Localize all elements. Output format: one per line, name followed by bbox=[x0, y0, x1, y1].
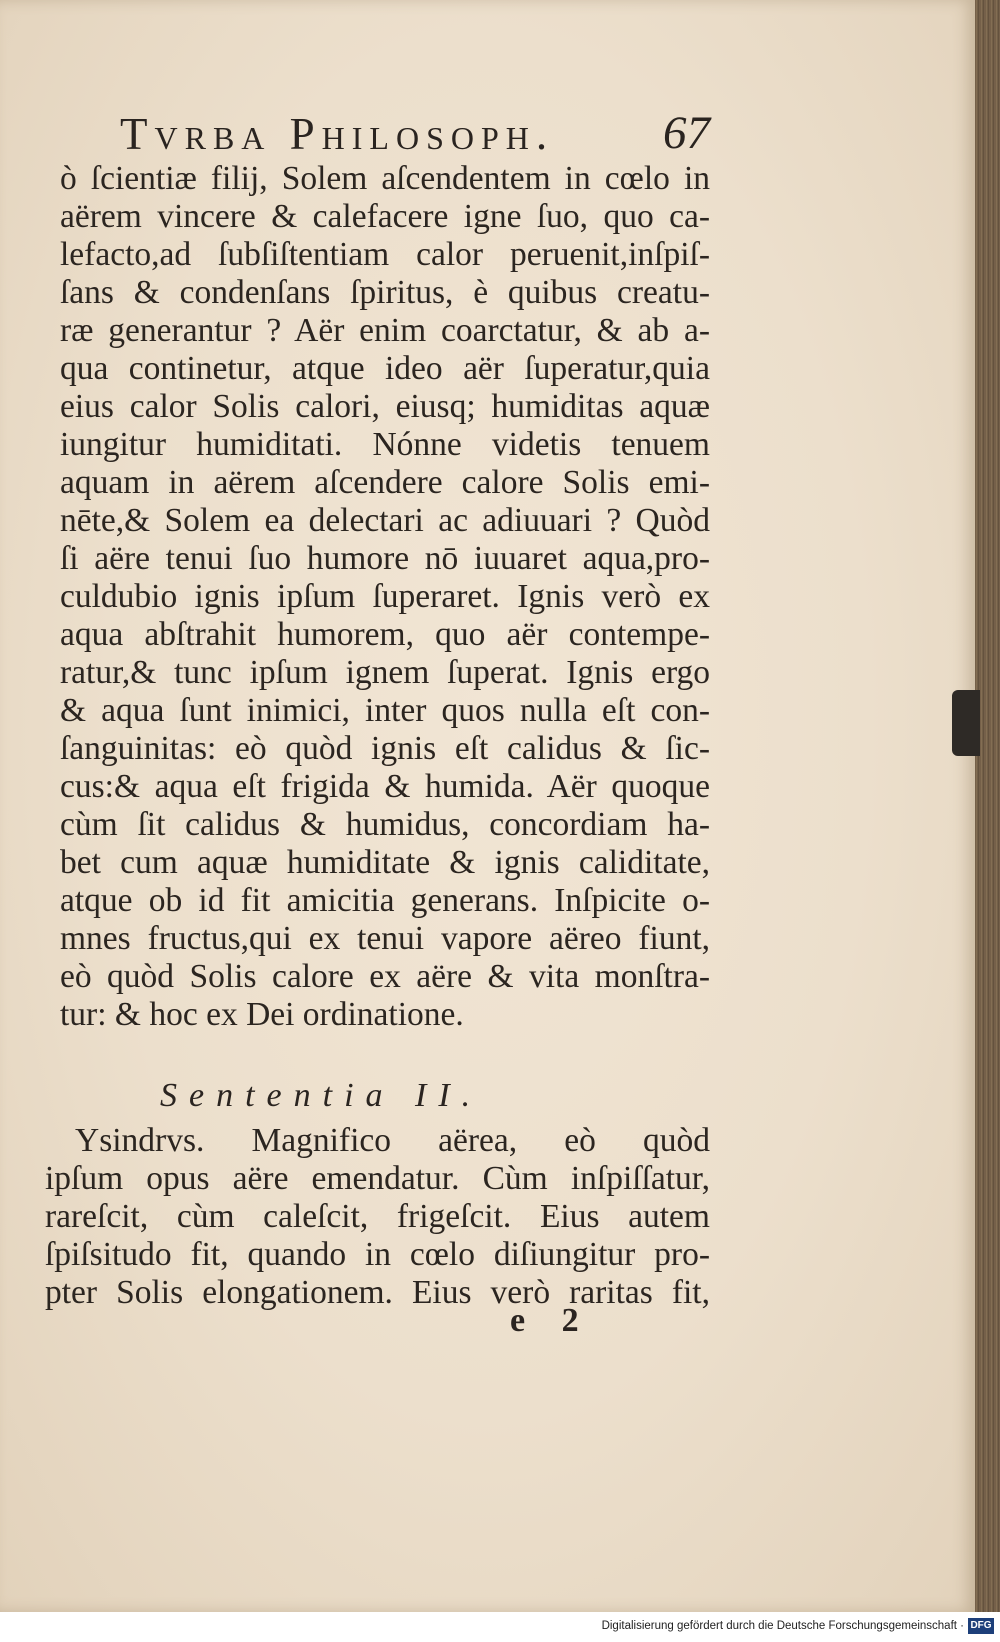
text-line-section2-3: rareſcit, cùm caleſcit, frigeſcit. Eius autem bbox=[45, 1198, 710, 1235]
text-line-23: tur: & hoc ex Dei ordinatione. bbox=[60, 996, 464, 1033]
text-line-section2-1: Ysindrvs. Magnifico aërea, eò quòd bbox=[75, 1122, 710, 1159]
text-line-3: lefacto,ad ſubſiſtentiam calor peruenit,inſpiſ- bbox=[60, 236, 710, 273]
signature-mark: e 2 bbox=[510, 1302, 593, 1339]
text-line-8: iungitur humiditati. Nónne videtis tenuem bbox=[60, 426, 710, 463]
text-line-10: nēte,& Solem ea delectari ac adiuuari ? Quòd bbox=[60, 502, 710, 539]
text-line-9: aquam in aërem aſcendere calore Solis emi- bbox=[60, 464, 710, 501]
book-page-edges bbox=[975, 0, 1000, 1612]
text-line-18: cùm ſit calidus & humidus, concordiam ha- bbox=[60, 806, 710, 843]
text-line-section2-2: ipſum opus aëre emendatur. Cùm inſpiſſatur, bbox=[45, 1160, 710, 1197]
funding-credit: Digitalisierung gefördert durch die Deutsche Forschungsgemeinschaft · bbox=[601, 1620, 964, 1632]
running-title: Tvrba Philosoph. bbox=[120, 109, 555, 159]
text-line-5: ræ generantur ? Aër enim coarctatur, & ab a- bbox=[60, 312, 710, 349]
text-line-13: aqua abſtrahit humorem, quo aër contempe- bbox=[60, 616, 710, 653]
dfg-logo: DFG bbox=[968, 1618, 994, 1634]
digitization-footer bbox=[0, 1612, 1000, 1642]
text-line-4: ſans & condenſans ſpiritus, è quibus creatu- bbox=[60, 274, 710, 311]
text-line-7: eius calor Solis calori, eiusq; humiditas aquæ bbox=[60, 388, 710, 425]
page-number: 67 bbox=[663, 107, 710, 159]
text-line-20: atque ob id fit amicitia generans. Inſpicite o- bbox=[60, 882, 710, 919]
text-line-19: bet cum aquæ humiditate & ignis caliditate, bbox=[60, 844, 710, 881]
text-line-11: ſi aëre tenui ſuo humore nō iuuaret aqua,pro- bbox=[60, 540, 710, 577]
text-line-14: ratur,& tunc ipſum ignem ſuperat. Ignis ergo bbox=[60, 654, 710, 691]
text-line-1: ò ſcientiæ filij, Solem aſcendentem in cœlo in bbox=[60, 160, 710, 197]
text-line-17: cus:& aqua eſt frigida & humida. Aër quoque bbox=[60, 768, 710, 805]
text-line-section2-5: pter Solis elongationem. Eius verò raritas fit, bbox=[45, 1274, 710, 1311]
text-line-6: qua continetur, atque ideo aër ſuperatur,quia bbox=[60, 350, 710, 387]
text-line-16: ſanguinitas: eò quòd ignis eſt calidus & ſic- bbox=[60, 730, 710, 767]
text-line-15: & aqua ſunt inimici, inter quos nulla eſt con- bbox=[60, 692, 710, 729]
text-line-12: culdubio ignis ipſum ſuperaret. Ignis verò ex bbox=[60, 578, 710, 615]
text-line-22: eò quòd Solis calore ex aëre & vita monſtra- bbox=[60, 958, 710, 995]
text-line-2: aërem vincere & calefacere igne ſuo, quo ca- bbox=[60, 198, 710, 235]
main-text-block bbox=[60, 160, 710, 1034]
section-heading: Sententia II. bbox=[160, 1077, 483, 1114]
bookmark-tab bbox=[952, 690, 980, 756]
text-line-21: mnes fructus,qui ex tenui vapore aëreo fiunt, bbox=[60, 920, 710, 957]
page-header bbox=[120, 108, 710, 168]
text-line-section2-4: ſpiſsitudo fit, quando in cœlo diſiungitur pro- bbox=[45, 1236, 710, 1273]
second-text-block bbox=[45, 1120, 710, 1310]
